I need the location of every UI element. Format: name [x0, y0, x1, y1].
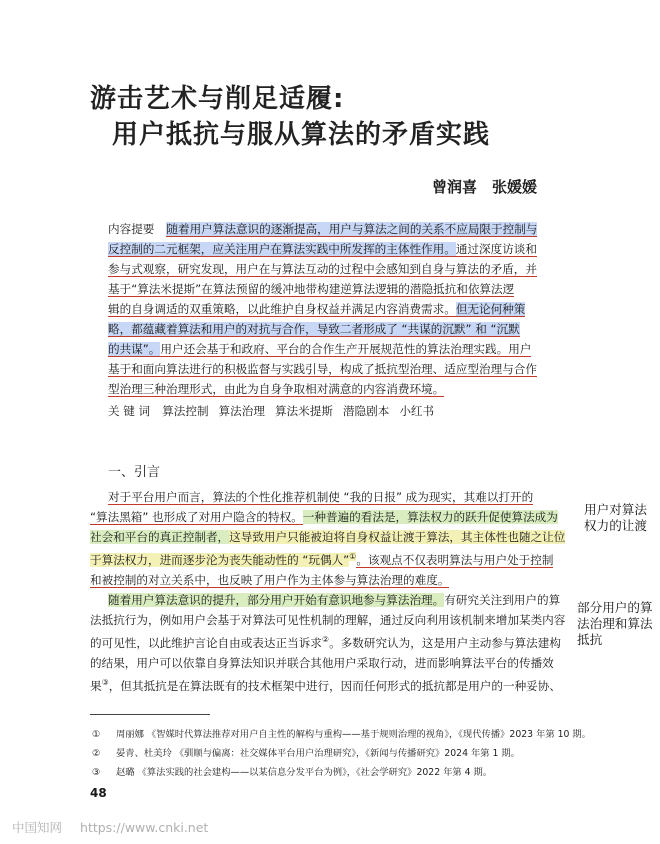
body-line: [90, 653, 578, 673]
abstract-line: [108, 319, 568, 339]
footnote-ref: ①: [349, 552, 357, 561]
highlight-span: 于算法权力，进而逐步沦为丧失能动性的 “玩偶人”: [90, 552, 350, 567]
highlight-span: 一种普遍的看法是，算法权力的跃升促使算法成为: [302, 510, 558, 524]
underlined-span: 基于和面向算法进行的积极监督与实践引导，构成了抵抗型治理、适应型治理与合作: [108, 362, 537, 376]
underlined-span: 用户还会基于和政府、平台的合作生产开展规范性的算法治理实践。用户: [160, 342, 532, 356]
footnote-text: 周丽娜 《智媒时代算法推荐对用户自主性的解构与重构——基于规则治理的视角》，《现代传播》2023 年第 10 期。: [116, 729, 591, 740]
footnote-rule: [90, 714, 210, 715]
keywords-label: 关 键 词: [108, 404, 151, 418]
highlight-span: 这导致用户只能被迫将自身权益让渡于算法，其主体性也随之让位: [229, 530, 566, 544]
underlined-span: 和被控制的对立关系中，也反映了用户作为主体参与算法治理的难度。: [90, 572, 450, 587]
footer-url[interactable]: https://www.cnki.net: [80, 820, 209, 835]
keyword: 算法控制: [162, 404, 209, 418]
footnote-text: 赵璐 《算法实践的社会建构——以某信息分发平台为例》，《社会学研究》2022 年第 4 期。: [116, 767, 493, 778]
abstract-line: [108, 379, 568, 399]
keyword: 算法米提斯: [274, 404, 333, 418]
highlight-span: 随着用户算法意识的逐渐提高，用户与算法之间的关系不应局限于控制与: [166, 222, 538, 236]
highlight-span: 的共谋”。: [108, 342, 161, 356]
footnote-number: ①: [92, 729, 101, 740]
abstract-line: [108, 259, 568, 279]
body-line: [90, 630, 578, 653]
keyword: 潜隐剧本: [342, 404, 390, 418]
abstract-line: [108, 339, 568, 359]
body-span: 有研究关注到用户的算: [444, 592, 561, 607]
body-line: [90, 673, 578, 696]
underlined-span: 型治理三种治理形式，由此为自身争取相对满意的内容消费环境。: [108, 382, 445, 396]
authors: 曾润喜 张媛媛: [432, 178, 538, 196]
footnote-number: ②: [92, 748, 101, 759]
keyword: 算法治理: [218, 404, 265, 418]
underlined-span: 基于“算法米提斯”在算法预留的缓冲地带构建逆算法逻辑的潜隐抵抗和依算法逻: [108, 282, 515, 296]
highlight-span: 但无论何种策: [455, 302, 526, 316]
body-span: 法抵抗行为，例如用户会基于对算法可见性机制的理解，通过反向利用该机制来增加某类内容: [90, 612, 566, 627]
footnote-number: ③: [92, 767, 101, 778]
abstract-line: [108, 359, 568, 379]
underlined-span: 对于平台用户而言，算法的个性化推荐机制使 “我的日报” 成为现实，其难以打开的: [108, 490, 534, 504]
footnote: [92, 745, 520, 759]
abstract-line: [108, 299, 568, 319]
body-span: 的可见性，以此维护言论自由或表达正当诉求: [90, 635, 322, 650]
underlined-span: 参与式观察，研究发现，用户在与算法互动的过程中会感知到自身与算法的矛盾，并: [108, 262, 537, 276]
footnote-ref: ②: [321, 634, 330, 644]
body-line: [90, 547, 578, 570]
highlight-span: 略，都蕴藏着算法和用户的对抗与合作，导致二者形成了 “共谋的沉默” 和 “沉默: [108, 322, 520, 336]
title-line-2: 用户抵抗与服从算法的矛盾实践: [112, 120, 491, 150]
keyword: 小红书: [399, 404, 435, 418]
margin-note-1: 用户对算法权力的让渡: [584, 502, 647, 533]
body-span: ，但其抵抗是在算法既有的技术框架中进行，因而任何形式的抵抗都是用户的一种妥协、: [108, 678, 561, 693]
keywords-row: [108, 401, 568, 421]
title-line-1: 游击艺术与削足适履:: [90, 84, 345, 114]
body-line: [90, 590, 578, 610]
margin-note-2: 部分用户的算法治理和算法抵抗: [577, 600, 653, 647]
body-span: 的结果，用户可以依靠自身算法知识并联合其他用户采取行动，进而影响算法平台的传播效: [90, 655, 554, 670]
abstract-line: [108, 219, 568, 239]
highlight-span: 社会和平台的真正控制者，: [90, 530, 230, 544]
footnote: [92, 764, 492, 778]
body-line: [90, 570, 578, 590]
underlined-span: “算法黑箱” 也形成了对用户隐含的特权。: [90, 510, 303, 524]
footer: [12, 818, 208, 836]
footnote-ref: ③: [101, 677, 109, 687]
body-line: [90, 610, 578, 630]
body-span: 。多数研究认为，这是用户主动参与算法建构: [329, 635, 561, 650]
abstract: [108, 219, 568, 421]
footnote-text: 晏青、杜美玲 《驯顺与偏离：社交媒体平台用户治理研究》，《新闻与传播研究》2024 年第 1 期。: [116, 748, 520, 759]
body-line: [90, 487, 578, 507]
body-line: [90, 527, 578, 547]
highlight-span: 反控制的二元框架，应关注用户在算法实践中所发挥的主体性作用。: [108, 242, 456, 256]
abstract-line: [108, 279, 568, 299]
underlined-span: 通过深度访谈和: [455, 242, 537, 256]
abstract-line: [108, 239, 568, 259]
highlight-span: 随着用户算法意识的提升，部分用户开始有意识地参与算法治理。: [108, 592, 445, 607]
page-number: 48: [90, 786, 107, 800]
body-line: [90, 507, 578, 527]
underlined-span: 辑的自身调适的双重策略，以此维护自身权益并满足内容消费需求。: [108, 302, 456, 316]
section-heading: 一、引言: [108, 465, 161, 480]
footnote: [92, 726, 591, 740]
body-text: [90, 487, 578, 696]
abstract-label: 内容提要: [108, 222, 155, 236]
body-span: 果: [90, 678, 102, 693]
underlined-span: 。该观点不仅表明算法与用户处于控制: [356, 552, 554, 567]
footer-site-name: 中国知网: [12, 820, 63, 835]
